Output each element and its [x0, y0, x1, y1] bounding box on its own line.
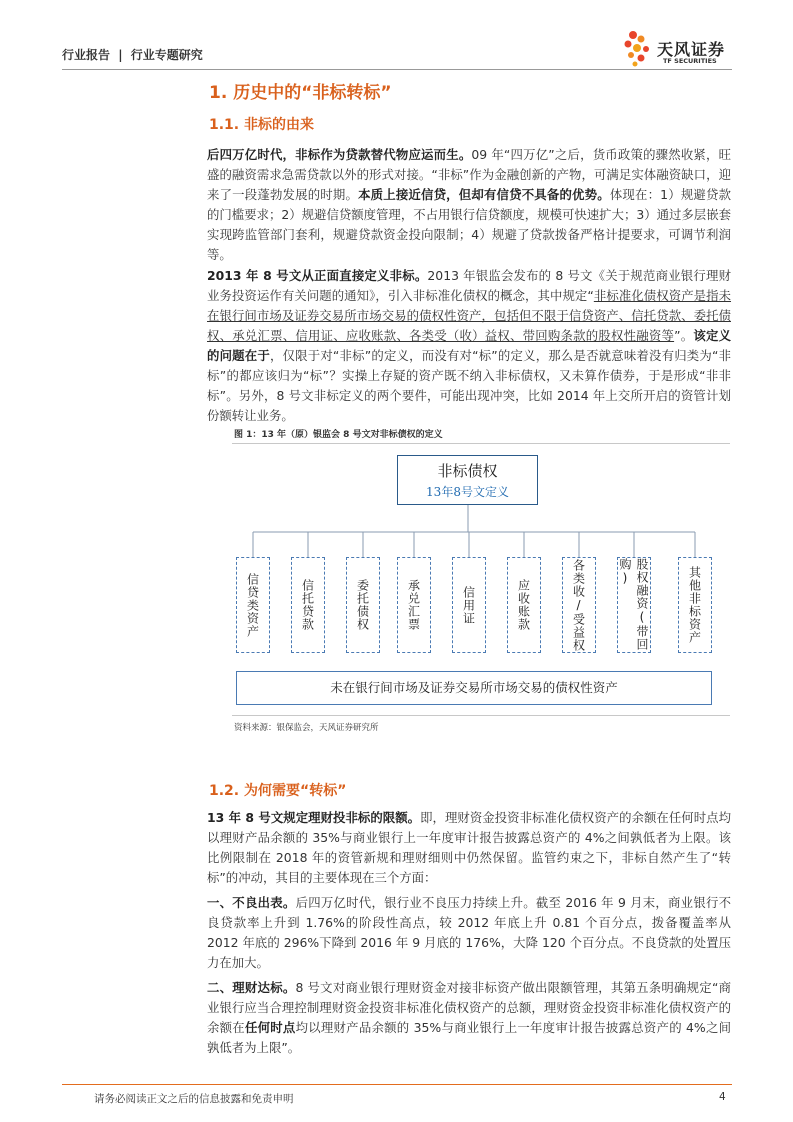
lead-sentence: 一、不良出表。 — [207, 895, 296, 910]
paragraph-npl-offbalance — [207, 893, 731, 973]
category-box — [617, 557, 651, 653]
section-1-title: 1. 历史中的“非标转标” — [209, 83, 392, 103]
category-label: 其他非标资产 — [687, 566, 702, 644]
category-label: 股权融资(带回购) — [618, 558, 649, 651]
lead-sentence: 2013 年 8 号文从正面直接定义非标。 — [207, 268, 428, 283]
body-text: 8 号文对商业银行理财资金对接非标资产做出限额管理，其第五条明确规定“商业银行应当合理控制理财资金投资非标准化债权资产的总额，理财资金投资非标准化债权资产的余额在 — [207, 980, 731, 1035]
category-box — [346, 557, 380, 653]
category-box — [291, 557, 325, 653]
body-text: 后四万亿时代，银行业不良压力持续上升。截至 2016 年 9 月末，商业银行不良贷款率上升到 1.76%的阶段性高点，较 2012 年底上升 0.81 个百分点，拨备覆盖率从 2012 年底的 296%下降到 2016 年 9 月底的 176%，大降 120 个百分点。不良贷款的处置压力在加大。 — [207, 895, 732, 970]
lead-sentence: 二、理财达标。 — [207, 980, 296, 995]
header-separator: | — [118, 48, 123, 62]
figure-1-title: 图 1：13 年（原）银监会 8 号文对非标债权的定义 — [234, 430, 443, 440]
body-text: ，仅限于对“非标”的定义，而没有对“标”的定义，那么是否就意味着没有归类为“非标”的都应该归为“标”？实操上存疑的资产既不纳入非标债权，又未算作债券，于是形成“非非标”。另外，8 号文非标定义的两个要件，可能出现冲突，比如 2014 年上交所开启的资管计划份额转让业务。 — [207, 348, 731, 423]
paragraph-investment-limit — [207, 808, 731, 888]
logo-chinese-name: 天风证券 — [657, 40, 726, 59]
body-text: ”。 — [674, 328, 694, 343]
category-label: 承兑汇票 — [406, 579, 421, 631]
section-1-1-title: 1.1. 非标的由来 — [209, 117, 314, 133]
lead-sentence: 后四万亿时代，非标作为贷款替代物应运而生。 — [207, 147, 472, 162]
body-text: 2013 年银监会发布的 8 号文《关于规范商业银行理财业务投资运作有关问题的通知》，引入非标准化债权的概念，其中规定“ — [207, 268, 731, 303]
lead-sentence: 13 年 8 号文规定理财投非标的限额。 — [207, 810, 421, 825]
body-text: 即，理财资金投资非标准化债权资产的余额在任何时点均以理财产品余额的 35%与商业银行上一年度审计报告披露总资产的 4%之间孰低者为上限。该比例限制在 2018 年的资管新规和理财细则中仍然保留。监管约束之下，非标自然产生了“转标”的冲动，其目的主要体现在三个方面： — [207, 810, 732, 885]
emphasis-sentence: 本质上接近信贷，但却有信贷不具备的优势。 — [358, 187, 610, 202]
nonstandard-debt-box — [397, 455, 538, 505]
category-box — [562, 557, 596, 653]
footer-disclaimer: 请务必阅读正文之后的信息披露和免责申明 — [94, 1093, 294, 1105]
logo-english-name: TF SECURITIES — [663, 57, 717, 65]
emphasis-sentence: 该定义的问题在于 — [207, 328, 732, 363]
report-subtype: 行业专题研究 — [130, 48, 203, 62]
category-label: 信贷类资产 — [245, 572, 260, 638]
category-label: 信托贷款 — [300, 579, 315, 631]
category-box — [452, 557, 486, 653]
figure-source: 资料来源：银保监会，天风证券研究所 — [234, 723, 379, 733]
body-text: 均以理财产品余额的 35%与商业银行上一年度审计报告披露总资产的 4%之间孰低者为上限”。 — [207, 1020, 732, 1055]
body-text: 09 年“四万亿”之后，货币政策的骤然收紧，旺盛的融资需求急需贷款以外的形式对接。“非标”作为金融创新的产物，可满足实体融资缺口，迎来了一段蓬勃发展的时期。 — [207, 147, 732, 202]
body-text: 体现在：1）规避贷款的门槛要求；2）规避信贷额度管理，不占用银行信贷额度，规模可快速扩大；3）通过多层嵌套实现跨监管部门套利，规避贷款资金投向限制；4）规避了贷款拨备严格计提要求，可调节利润等。 — [207, 187, 732, 262]
nonstandard-debt-label: 非标债权 — [437, 462, 498, 480]
page-number: 4 — [719, 1091, 726, 1103]
paragraph-wealth-compliance — [207, 978, 731, 1058]
definition-source-label: 13年8号文定义 — [426, 485, 509, 499]
footer-divider — [62, 1084, 732, 1085]
section-1-2-title: 1.2. 为何需要“转标” — [209, 783, 347, 799]
category-label: 各类收/受益权 — [571, 558, 586, 652]
emphasis-text: 任何时点 — [244, 1020, 296, 1035]
category-label: 委托债权 — [355, 579, 370, 631]
category-box — [507, 557, 541, 653]
definition-summary-box: 未在银行间市场及证券交易所市场交易的债权性资产 — [236, 671, 712, 705]
category-box — [397, 557, 431, 653]
category-box — [678, 557, 712, 653]
report-type: 行业报告 — [62, 48, 111, 62]
category-label: 应收账款 — [516, 579, 531, 631]
figure-bottom-rule — [232, 715, 730, 716]
category-label: 信用证 — [461, 585, 476, 625]
category-box — [236, 557, 270, 653]
definition-quote: 非标准化债权资产是指未在银行间市场及证券交易所市场交易的债权性资产，包括但不限于信贷资产、信托贷款、委托债权、承兑汇票、信用证、应收账款、各类受（收）益权、带回购条款的股权性融资等 — [207, 288, 732, 343]
